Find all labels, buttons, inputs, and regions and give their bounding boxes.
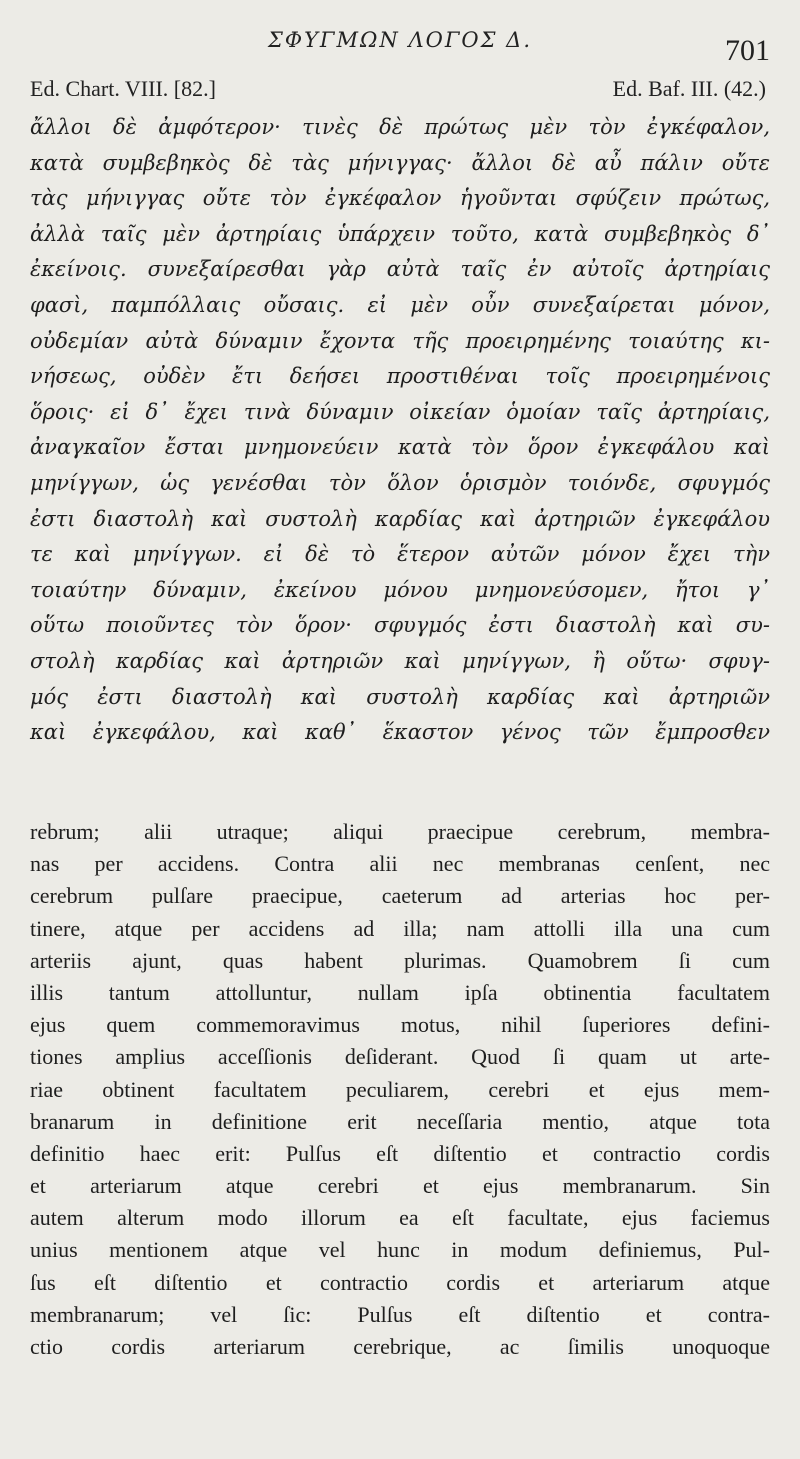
greek-text-line: ἐκείνοις. συνεξαίρεσθαι γὰρ αὐτὰ ταῖς ἐν αὐτοῖς ἀρτηρίαις	[30, 257, 770, 282]
greek-text-line: οὐδεμίαν αὐτὰ δύναμιν ἔχοντα τῆς προειρημένης τοιαύτης κι-	[30, 328, 770, 353]
latin-text-line: riae obtinent facultatem peculiarem, cerebri et ejus mem-	[30, 1076, 770, 1102]
latin-text-line: tiones amplius acceſſionis deſiderant. Quod ſi quam ut arte-	[30, 1044, 770, 1070]
greek-text-line: ἐστι διαστολὴ καὶ συστολὴ καρδίας καὶ ἀρτηριῶν ἐγκεφάλου	[30, 506, 770, 531]
greek-text-line: ἄλλοι δὲ ἀμφότερον· τινὲς δὲ πρώτως μὲν τὸν ἐγκέφαλον,	[30, 115, 770, 139]
greek-text-line: καὶ ἐγκεφάλου, καὶ καθ᾽ ἕκαστον γένος τῶν ἔμπροσθεν	[30, 720, 770, 745]
greek-text-line: μός ἐστι διαστολὴ καὶ συστολὴ καρδίας καὶ ἀρτηριῶν	[30, 684, 770, 709]
latin-text-line: illis tantum attolluntur, nullam ipſa obtinentia facultatem	[30, 979, 770, 1005]
greek-text-line: τε καὶ μηνίγγων. εἰ δὲ τὸ ἕτερον αὐτῶν μόνον ἔχει τὴν	[30, 542, 770, 567]
greek-text-line: μηνίγγων, ὡς γενέσθαι τὸν ὅλον ὁρισμὸν τοιόνδε, σφυγμός	[30, 470, 770, 495]
latin-text-line: branarum in definitione erit neceſſaria mentio, atque tota	[30, 1108, 770, 1134]
latin-text-line: membranarum; vel ſic: Pulſus eſt diſtentio et contra-	[30, 1301, 770, 1327]
latin-text-block	[30, 816, 770, 1363]
latin-text-line: ctio cordis arteriarum cerebrique, ac ſimilis unoquoque	[30, 1334, 770, 1359]
greek-text-line: ἀναγκαῖον ἔσται μνημονεύειν κατὰ τὸν ὅρον ἐγκεφάλου καὶ	[30, 435, 770, 460]
latin-text-line: rebrum; alii utraque; aliqui praecipue cerebrum, membra-	[30, 819, 770, 844]
latin-text-line: definitio haec erit: Pulſus eſt diſtentio et contractio cordis	[30, 1140, 770, 1166]
greek-text-line: ὅροις· εἰ δ᾽ ἔχει τινὰ δύναμιν οἰκείαν ὁμοίαν ταῖς ἀρτηρίαις,	[30, 399, 770, 424]
greek-text-line: στολὴ καρδίας καὶ ἀρτηριῶν καὶ μηνίγγων, ἢ οὕτω· σφυγ-	[30, 648, 770, 673]
latin-text-line: et arteriarum atque cerebri et ejus membranarum. Sin	[30, 1173, 770, 1199]
latin-text-line: tinere, atque per accidens ad illa; nam attolli illa una cum	[30, 915, 770, 941]
edition-reference-basel: Ed. Baf. III. (42.)	[612, 76, 766, 101]
latin-text-line: unius mentionem atque vel hunc in modum definiemus, Pul-	[30, 1237, 770, 1263]
greek-text-line: φασὶ, παμπόλλαις οὔσαις. εἰ μὲν οὖν συνεξαίρεται μόνον,	[30, 292, 770, 317]
greek-text-line: τὰς μήνιγγας οὔτε τὸν ἐγκέφαλον ἡγοῦνται σφύζειν πρώτως,	[30, 186, 770, 211]
page-number: 701	[725, 34, 770, 67]
latin-text-line: cerebrum pulſare praecipue, caeterum ad arterias hoc per-	[30, 883, 770, 909]
latin-text-line: autem alterum modo illorum ea eſt facultate, ejus faciemus	[30, 1205, 770, 1231]
latin-text-line: ejus quem commemoravimus motus, nihil ſuperiores defini-	[30, 1012, 770, 1038]
greek-text-line: τοιαύτην δύναμιν, ἐκείνου μόνου μνημονεύσομεν, ἤτοι γ᾽	[30, 577, 770, 602]
latin-text-line: arteriis ajunt, quas habent plurimas. Quamobrem ſi cum	[30, 947, 770, 973]
latin-text-line: nas per accidens. Contra alii nec membranas cenſent, nec	[30, 851, 770, 877]
greek-text-line: οὕτω ποιοῦντες τὸν ὅρον· σφυγμός ἐστι διαστολὴ καὶ συ-	[30, 613, 770, 638]
greek-text-line: ἀλλὰ ταῖς μὲν ἀρτηρίαις ὑπάρχειν τοῦτο, κατὰ συμβεβηκὸς δ᾽	[30, 221, 770, 246]
latin-text-line: ſus eſt diſtentio et contractio cordis et arteriarum atque	[30, 1269, 770, 1295]
edition-reference-chartier: Ed. Chart. VIII. [82.]	[30, 76, 216, 101]
greek-text-line: νήσεως, οὐδὲν ἔτι δεήσει προστιθέναι τοῖς προειρημένοις	[30, 364, 770, 389]
greek-text-block	[30, 110, 770, 751]
greek-text-line: κατὰ συμβεβηκὸς δὲ τὰς μήνιγγας· ἄλλοι δὲ αὖ πάλιν οὔτε	[30, 150, 770, 175]
running-title: ΣΦΥΓΜΩΝ ΛΟΓΟΣ Δ.	[268, 28, 532, 52]
